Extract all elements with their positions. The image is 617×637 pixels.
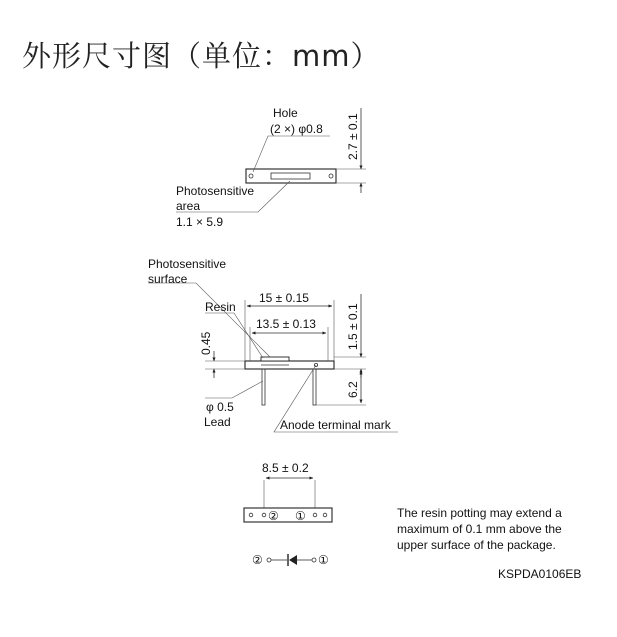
page-title: 外形尺寸图（单位：mm） [22, 39, 381, 73]
side-height-dimension: 1.5 ± 0.1 [346, 303, 360, 350]
note [397, 506, 562, 552]
drawing-code: KSPDA0106EB [498, 567, 582, 581]
area-label-line1: Photosensitive [176, 184, 255, 198]
pin-1-label: ① [295, 509, 306, 523]
resin-label: Resin [205, 300, 236, 314]
anode-label: Anode terminal mark [280, 418, 391, 432]
diode-schematic [252, 553, 329, 567]
area-size: 1.1 × 5.9 [176, 215, 224, 229]
note-line-2: maximum of 0.1 mm above the [397, 522, 562, 536]
lead-label: Lead [204, 415, 231, 429]
surface-label-line2: surface [148, 272, 188, 286]
surface-label-line1: Photosensitive [148, 257, 227, 271]
pin-2-label: ② [268, 509, 279, 523]
top-height-dimension: 2.7 ± 0.1 [346, 113, 360, 160]
area-label-line2: area [176, 199, 201, 213]
diode-symbol [289, 555, 297, 565]
hole-spec: (2 ×) φ0.8 [270, 122, 323, 136]
lead-right [313, 369, 316, 405]
top-view-package [246, 169, 336, 183]
inner-dimension: 13.5 ± 0.13 [256, 317, 316, 331]
note-line-3: upper surface of the package. [397, 538, 556, 552]
lead-length-dimension: 6.2 [346, 381, 360, 398]
schematic-pin-1: ① [318, 553, 329, 567]
schematic-pin-2: ② [252, 553, 263, 567]
lead-left [262, 369, 265, 405]
hole-label: Hole [273, 106, 298, 120]
bottom-view [244, 461, 332, 523]
resin-potting [261, 357, 289, 361]
top-view [176, 106, 366, 229]
note-line-1: The resin potting may extend a [397, 506, 562, 520]
side-view-package [245, 361, 334, 369]
bottom-view-package [244, 508, 332, 522]
lead-diameter: φ 0.5 [206, 400, 234, 414]
side-view [148, 257, 398, 432]
lead-leader [205, 381, 263, 398]
width-dimension: 15 ± 0.15 [259, 291, 309, 305]
hole-leader [253, 136, 330, 172]
pitch-dimension: 8.5 ± 0.2 [262, 461, 309, 475]
thickness-dimension: 0.45 [199, 331, 213, 355]
